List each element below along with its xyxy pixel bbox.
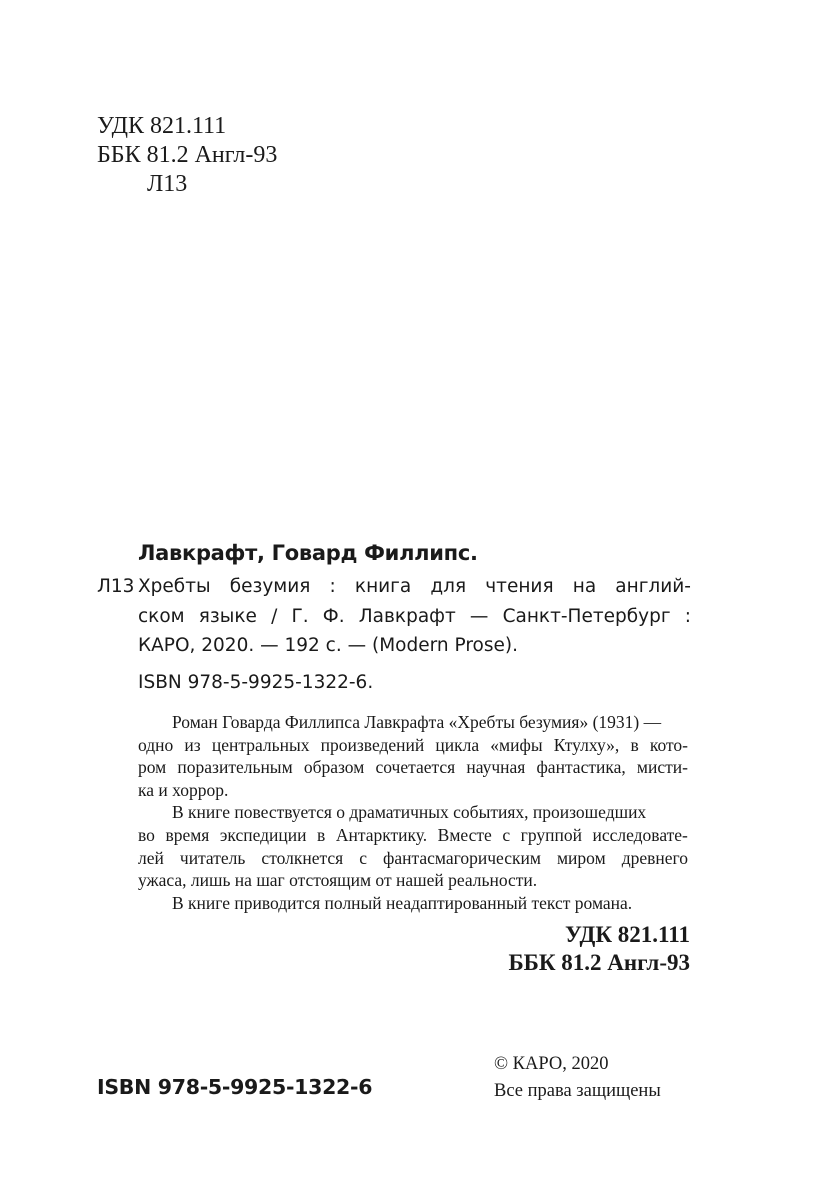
text-word: / bbox=[271, 605, 278, 627]
text-word: безумия bbox=[229, 576, 311, 597]
bottom-classification-codes bbox=[508, 921, 690, 977]
text-line bbox=[138, 892, 688, 915]
text-line bbox=[138, 847, 688, 870]
text-word: Ктулху», bbox=[553, 734, 620, 755]
text-word: Г. bbox=[291, 605, 309, 627]
top-udk-code: УДК 821.111 bbox=[97, 113, 227, 139]
text-word: для bbox=[430, 576, 467, 597]
text-line bbox=[138, 756, 688, 779]
text-line bbox=[138, 734, 688, 757]
text-word: Хребты bbox=[138, 576, 211, 597]
text-word: центральных bbox=[211, 734, 310, 755]
text-line bbox=[138, 779, 688, 802]
text-line bbox=[138, 801, 688, 824]
text-line bbox=[138, 711, 688, 734]
text-word: Ф. bbox=[322, 605, 345, 627]
text-word: мисти- bbox=[636, 757, 688, 778]
text-word: Лавкрафт bbox=[358, 605, 456, 627]
text-word: языке bbox=[198, 605, 257, 627]
rights-reserved: Все права защищены bbox=[494, 1081, 661, 1101]
text-word: с bbox=[359, 847, 367, 868]
text-word: В книге приводится полный неадаптированный текст романа. bbox=[172, 892, 633, 913]
text-word: на bbox=[572, 576, 597, 597]
text-word: экспедиции bbox=[219, 824, 307, 845]
text-word: «мифы bbox=[490, 734, 543, 755]
bottom-bbk-code: ББК 81.2 Англ-93 bbox=[508, 950, 690, 975]
text-word: в bbox=[317, 824, 326, 845]
text-word: одно bbox=[138, 734, 174, 755]
text-word: цикла bbox=[435, 734, 480, 755]
text-word: Вместе bbox=[437, 824, 492, 845]
text-word: научная bbox=[466, 757, 526, 778]
book-annotation bbox=[138, 711, 688, 914]
text-line bbox=[138, 572, 691, 602]
text-word: во bbox=[138, 824, 155, 845]
text-word: читатель bbox=[179, 847, 246, 868]
text-word: ужаса, лишь на шаг отстоящим от нашей реальности. bbox=[138, 870, 538, 891]
isbn-bottom: ISBN 978-5-9925-1322-6 bbox=[97, 1075, 373, 1099]
text-word: чтения bbox=[485, 576, 554, 597]
text-word: из bbox=[184, 734, 201, 755]
text-word: : bbox=[684, 605, 691, 627]
text-word: древнего bbox=[621, 847, 688, 868]
catalog-description bbox=[138, 572, 691, 661]
text-word: ском bbox=[138, 605, 185, 627]
text-word: Антарктику. bbox=[335, 824, 428, 845]
text-word: лей bbox=[138, 847, 164, 868]
text-line bbox=[138, 602, 691, 632]
text-word: поразительным bbox=[177, 757, 293, 778]
text-word: произведений bbox=[320, 734, 425, 755]
text-word: В книге повествуется о драматичных событиях, произошедших bbox=[172, 802, 647, 823]
text-word: с bbox=[502, 824, 511, 845]
copyright-notice: © КАРО, 2020 bbox=[494, 1054, 609, 1074]
text-word: англий- bbox=[615, 576, 691, 597]
top-classification-codes bbox=[97, 112, 277, 199]
text-word: — bbox=[469, 605, 489, 627]
text-word: миром bbox=[556, 847, 606, 868]
text-line bbox=[138, 631, 691, 661]
text-word: в bbox=[630, 734, 639, 755]
text-word: фантастика, bbox=[536, 757, 626, 778]
copyright-block bbox=[494, 1051, 661, 1105]
catalog-author-sign: Л13 bbox=[97, 576, 135, 597]
catalog-isbn: ISBN 978-5-9925-1322-6. bbox=[138, 672, 374, 693]
text-word: Санкт-Петербург bbox=[502, 605, 671, 627]
text-word: фантасмагорическим bbox=[383, 847, 541, 868]
top-bbk-code: ББК 81.2 Англ-93 bbox=[97, 142, 278, 168]
text-line bbox=[138, 869, 688, 892]
catalog-author: Лавкрафт, Говард Филлипс. bbox=[138, 541, 478, 565]
text-word: столкнется bbox=[261, 847, 344, 868]
top-author-sign: Л13 bbox=[147, 171, 188, 197]
text-word: ром bbox=[138, 757, 167, 778]
text-word: исследовате- bbox=[592, 824, 688, 845]
text-word: группой bbox=[520, 824, 582, 845]
text-word: ка и хоррор. bbox=[138, 779, 229, 800]
text-word: : bbox=[329, 576, 336, 597]
text-word: время bbox=[165, 824, 210, 845]
text-word: книга bbox=[354, 576, 412, 597]
text-line bbox=[138, 824, 688, 847]
text-word: кото- bbox=[649, 734, 688, 755]
text-word: Роман Говарда Филлипса Лавкрафта «Хребты безумия» (1931) — bbox=[172, 712, 662, 732]
text-word: КАРО, 2020. — 192 с. — (Modern Prose). bbox=[138, 635, 518, 656]
bottom-udk-code: УДК 821.111 bbox=[564, 922, 690, 947]
text-word: сочетается bbox=[375, 757, 456, 778]
text-word: образом bbox=[303, 757, 365, 778]
